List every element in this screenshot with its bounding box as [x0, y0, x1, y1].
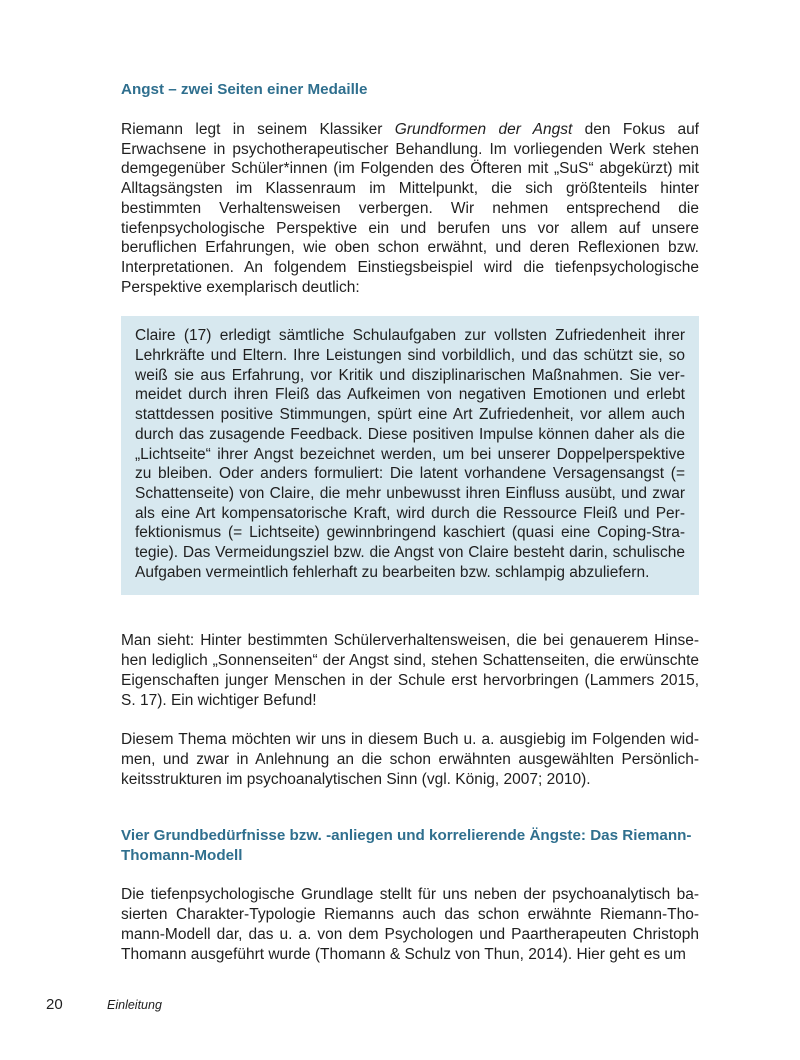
example-box-text: Claire (17) erledigt sämtliche Schulaufgaben zur vollsten Zufriedenheit ihrer Lehrkräfte und Eltern. Ihre Leistungen sind vorbildlich, und das schützt sie, so weiß sie aus Erfahrung, vor Kritik und disziplinarischen Maßnahmen. Sie vermeidet durch ihren Fleiß das Aufkeimen von negativen Emotionen und erlebt stattdessen positive Stimmungen, spürt eine Art Zufriedenheit, vor allem auch durch das zusagende Feedback. Diese positiven Impulse können daher als die „Lichtseite“ ihrer Angst bezeichnet werden, um bei unserer Doppelperspektive zu bleiben. Oder anders formuliert: Die latent vorhandene Versagensangst (= Schattenseite) von Claire, die mehr unbewusst ihren Einfluss ausübt, und zwar als eine Art kompensatorische Kraft, wird durch die Ressource Fleiß und Perfektionismus (= Lichtseite) gewinnbringend kaschiert (quasi eine Coping-Strategie). Das Vermeidungsziel bzw. die Angst von Claire besteht darin, schulische Aufgaben vermeintlich fehlerhaft zu bearbeiten bzw. schlampig abzuliefern.: [135, 327, 685, 581]
book-title: Grundformen der Angst: [394, 121, 573, 138]
section-heading-riemann-thomann: Vier Grundbedürfnisse bzw. -anliegen und korrelierende Ängste: Das Riemann-Thomann-Modell: [121, 827, 692, 865]
model-paragraph: Die tiefenpsychologische Grundlage stellt für uns neben der psychoanalytisch basierten Charakter-Typologie Riemanns auch das schon erwähnte Riemann-Thomann-Modell dar, das u. a. von dem Psychologen und Paartherapeuten Christoph Thomann ausgeführt wurde (Thomann & Schulz von Thun, 2014). Hier geht es um: [121, 886, 699, 963]
intro-text-end: den Fokus auf Erwachsene in psychotherapeutischer Behandlung. Im vorliegenden Werk stehen demgegenüber Schüler*innen (im Folgenden des Öfteren mit „SuS“ abgekürzt) mit Alltagsängsten im Klassenraum im Mittelpunkt, die sich größtenteils hinter bestimmten Verhaltensweisen verbergen. Wir nehmen entsprechend die tiefenpsychologische Perspektive ein und berufen uns vor allem auf unsere beruflichen Erfahrungen, wie oben schon erwähnt, und deren Reflexionen bzw. Interpretationen. An folgendem Einstiegsbeispiel wird die tiefenpsychologische Perspektive exemplarisch deutlich:: [121, 121, 699, 296]
running-head: Einleitung: [107, 998, 162, 1012]
topic-paragraph: Diesem Thema möchten wir uns in diesem Buch u. a. ausgiebig im Folgenden widmen, und zwar in Anlehnung an die schon erwähnten ausgewählten Persönlichkeitsstrukturen im psychoanalytischen Sinn (vgl. König, 2007; 2010).: [121, 731, 699, 788]
page-footer: [46, 996, 346, 1016]
page-content: [121, 80, 699, 964]
intro-paragraph: [121, 120, 699, 297]
finding-paragraph: Man sieht: Hinter bestimmten Schülerverhaltensweisen, die bei genauerem Hinsehen lediglich „Sonnenseiten“ der Angst sind, stehen Schattenseiten, die erwünschte Eigenschaften junger Menschen in der Schule erst hervorbringen (Lammers 2015, S. 17). Ein wichtiger Befund!: [121, 632, 699, 709]
section-heading-angst: Angst – zwei Seiten einer Medaille: [121, 81, 368, 98]
page-number: 20: [46, 996, 63, 1013]
example-box: [121, 316, 699, 595]
intro-text-start: Riemann legt in seinem Klassiker: [121, 121, 395, 138]
